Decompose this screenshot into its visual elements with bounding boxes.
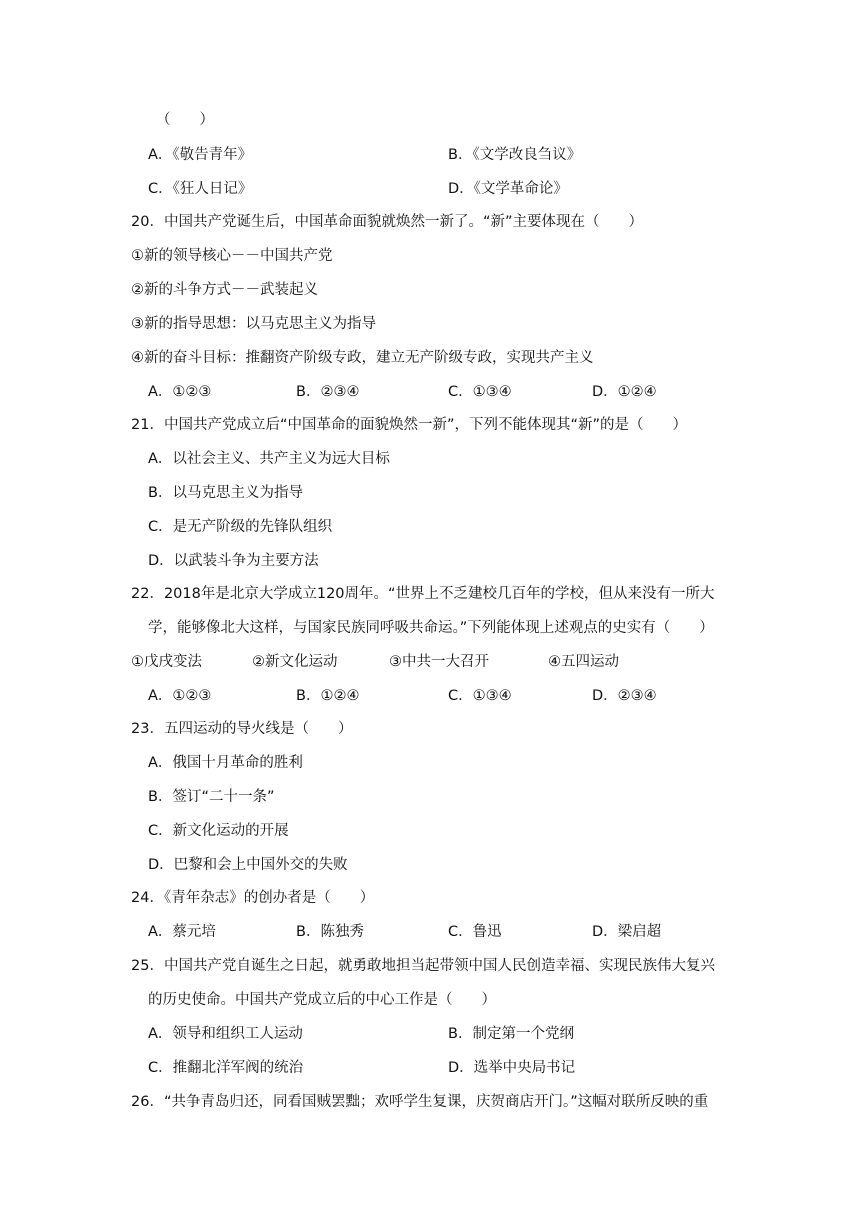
q22-option-a: A．①②③: [148, 688, 212, 704]
q24-option-d: D．梁启超: [592, 924, 662, 940]
q22-option-d: D．②③④: [592, 688, 657, 704]
q25-stem-line1: 25．中国共产党自诞生之日起，就勇敢地担当起带领中国人民创造幸福、实现民族伟大复兴: [131, 958, 715, 974]
q24-stem: 24．《青年杂志》的创办者是（ ）: [131, 890, 375, 906]
q20-statement-1: ①新的领导核心－－中国共产党: [131, 248, 333, 264]
q22-statement-4: ④五四运动: [548, 654, 619, 670]
q21-stem: 21．中国共产党成立后“中国革命的面貌焕然一新”，下列不能体现其“新”的是（ ）: [131, 417, 687, 433]
q20-statement-4: ④新的奋斗目标：推翻资产阶级专政，建立无产阶级专政，实现共产主义: [131, 350, 594, 366]
q20-option-a: A．①②③: [148, 384, 212, 400]
q19-option-a: A．《敬告青年》: [148, 147, 253, 163]
q20-option-d: D．①②④: [592, 384, 657, 400]
q25-option-b: B．制定第一个党纲: [448, 1026, 574, 1042]
q19-option-c: C．《狂人日记》: [148, 181, 253, 197]
q21-option-a: A．以社会主义、共产主义为远大目标: [148, 451, 390, 467]
q22-option-c: C．①③④: [448, 688, 512, 704]
q25-option-c: C．推翻北洋军阀的统治: [148, 1060, 304, 1076]
q24-option-c: C．鲁迅: [448, 924, 502, 940]
q19-option-b: B．《文学改良刍议》: [448, 147, 582, 163]
q25-option-d: D．选举中央局书记: [448, 1060, 576, 1076]
q22-statement-3: ③中共一大召开: [389, 654, 489, 670]
q22-statement-1: ①戊戌变法: [131, 654, 202, 670]
q22-stem-line2: 学，能够像北大这样，与国家民族同呼吸共命运。”下列能体现上述观点的史实有（ ）: [148, 620, 714, 636]
q24-option-a: A．蔡元培: [148, 924, 216, 940]
q23-option-d: D．巴黎和会上中国外交的失败: [148, 857, 348, 873]
q21-option-c: C．是无产阶级的先锋队组织: [148, 519, 333, 535]
q23-option-c: C．新文化运动的开展: [148, 823, 289, 839]
q20-option-c: C．①③④: [448, 384, 512, 400]
q22-stem-line1: 22．2018年是北京大学成立120周年。“世界上不乏建校几百年的学校，但从来没有一所大: [131, 586, 715, 602]
q26-stem: 26．“共争青岛归还，同看国贼罢黜；欢呼学生复课，庆贺商店开门。”这幅对联所反映的重: [131, 1094, 709, 1110]
q23-stem: 23．五四运动的导火线是（ ）: [131, 721, 353, 737]
q21-option-d: D．以武装斗争为主要方法: [148, 553, 319, 569]
q19-option-d: D．《文学革命论》: [448, 181, 568, 197]
q21-option-b: B．以马克思主义为指导: [148, 485, 303, 501]
q23-option-b: B．签订“二十一条”: [148, 789, 275, 805]
q20-option-b: B．②③④: [296, 384, 360, 400]
q20-statement-3: ③新的指导思想：以马克思主义为指导: [131, 316, 376, 332]
q22-statement-2: ②新文化运动: [252, 654, 338, 670]
q20-stem: 20．中国共产党诞生后，中国革命面貌就焕然一新了。“新”主要体现在（ ）: [131, 214, 643, 230]
q24-option-b: B．陈独秀: [296, 924, 364, 940]
q23-option-a: A．俄国十月革命的胜利: [148, 755, 303, 771]
q20-statement-2: ②新的斗争方式－－武装起义: [131, 282, 318, 298]
q25-option-a: A．领导和组织工人运动: [148, 1026, 303, 1042]
q19-answer-paren: （ ）: [156, 112, 214, 128]
q22-option-b: B．①②④: [296, 688, 360, 704]
q25-stem-line2: 的历史使命。中国共产党成立后的中心工作是（ ）: [148, 992, 496, 1008]
